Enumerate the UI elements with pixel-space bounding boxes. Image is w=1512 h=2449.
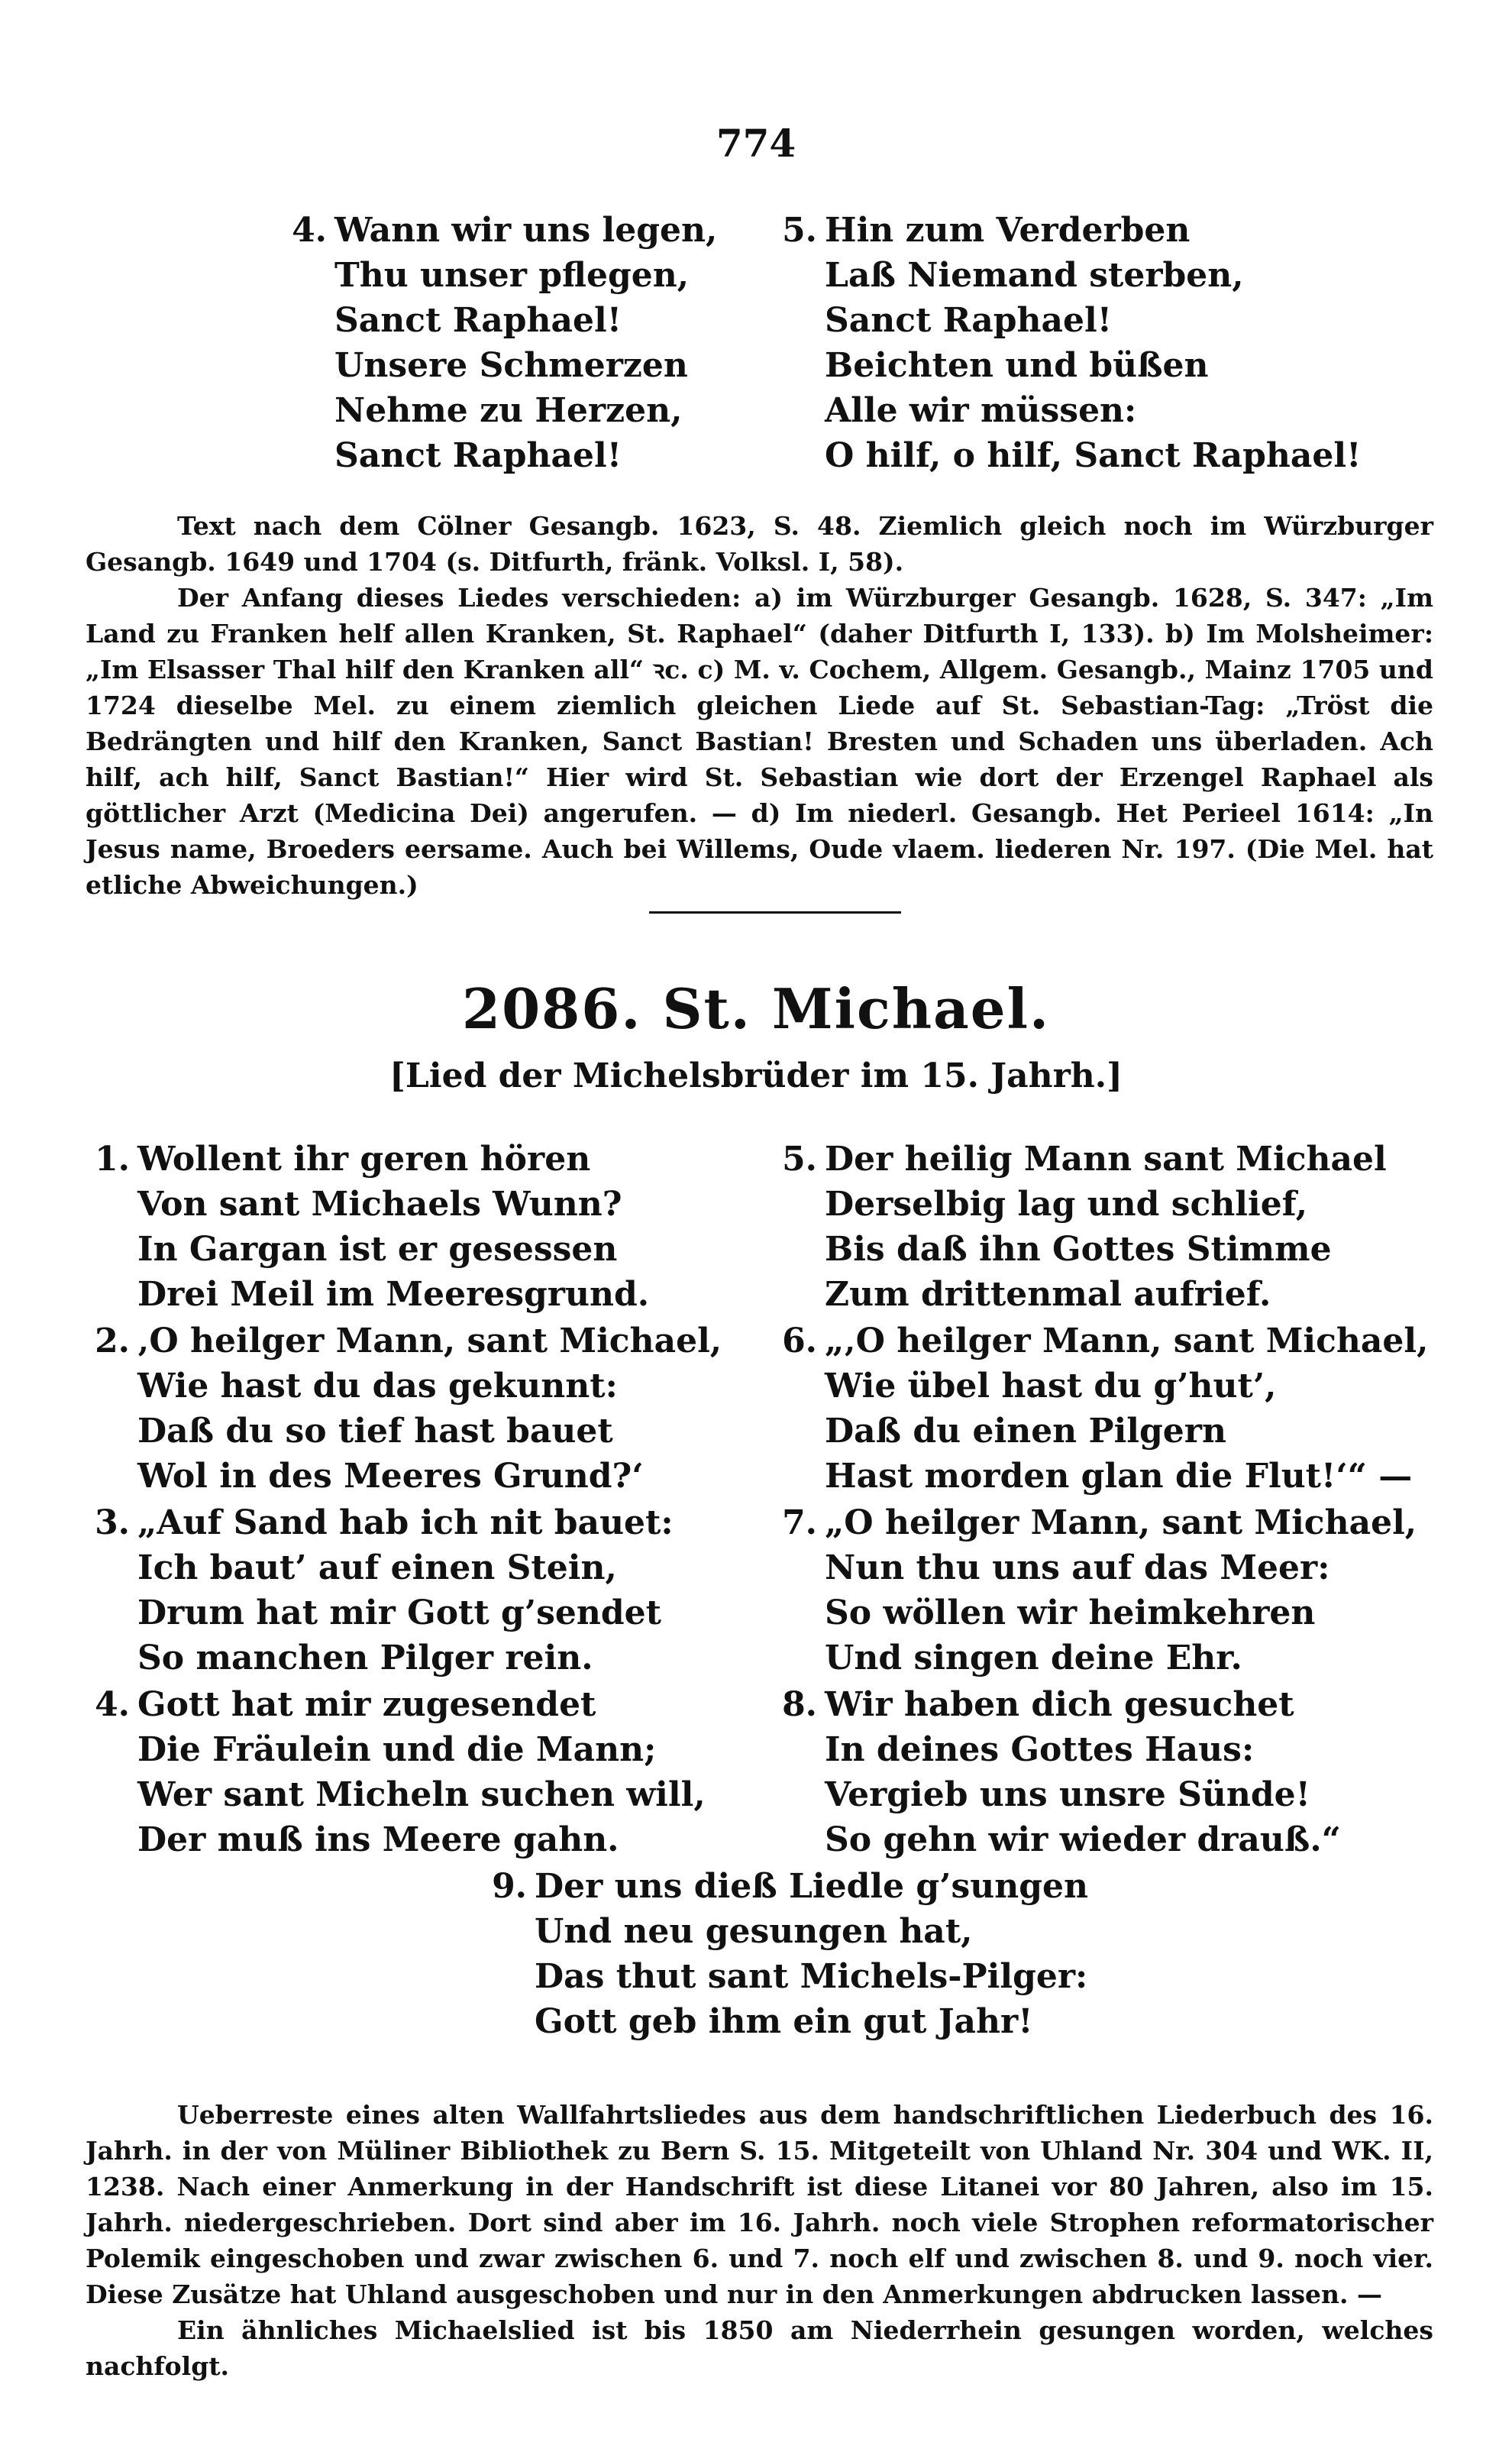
verse-line: „‚O heilger Mann, sant Michael, xyxy=(825,1322,1429,1360)
verse-line: Hast morden glan die Flut!‘“ — xyxy=(825,1457,1413,1496)
stanza-1 xyxy=(86,1137,649,1317)
stanza-number: 4. xyxy=(95,1685,130,1724)
stanza-5 xyxy=(773,1137,1387,1317)
page-number: 774 xyxy=(716,121,796,166)
verse-line: Wie hast du das gekunnt: xyxy=(137,1367,618,1406)
verse-line: Nun thu uns auf das Meer: xyxy=(825,1548,1330,1587)
verse-line: Und neu gesungen hat, xyxy=(535,1912,973,1951)
stanza-2 xyxy=(86,1318,722,1499)
stanza-number: 5. xyxy=(782,211,817,250)
verse-line: In deines Gottes Haus: xyxy=(825,1730,1255,1769)
verse-line: Der uns dieß Liedle g’sungen xyxy=(535,1867,1088,1906)
song-subtitle: [Lied der Michelsbrüder im 15. Jahrh.] xyxy=(389,1056,1123,1095)
commentary-paragraph: Ueberreste eines alten Wallfahrtsliedes aus dem handschriftlichen Liederbuch des 16. Jahrh. in der von Müliner Bibliothek zu Bern S. 15. Mitgeteilt von Uhland Nr. 304 und WK. II, 1238. Nach einer Anmerkung in der Handschrift ist diese Litanei vor 80 Jahren, also im 15. Jahrh. niedergeschrieben. Dort sind aber im 16. Jahrh. noch viele Strophen reformatorischer Polemik eingeschoben und zwar zwischen 6. und 7. noch elf und zwischen 8. und 9. noch vier. Diese Zusätze hat Uhland ausgeschoben und nur in den Anmerkungen abdrucken lassen. — xyxy=(86,2100,1433,2309)
verse-line: Die Fräulein und die Mann; xyxy=(137,1730,657,1769)
verse-line: Zum drittenmal aufrief. xyxy=(825,1275,1271,1314)
stanza-4 xyxy=(86,1682,706,1862)
commentary-paragraph: Der Anfang dieses Liedes verschieden: a) im Würzburger Gesangb. 1628, S. 347: „Im Land zu Franken helf allen Kranken, St. Raphael“ (daher Ditfurth I, 133). b) Im Molsheimer: „Im Elsasser Thal hilf den Kranken all“ ꝛc. c) M. v. Cochem, Allgem. Gesangb., Mainz 1705 und 1724 dieselbe Mel. zu einem ziemlich gleichen Liede auf St. Sebastian-Tag: „Tröst die Bedrängten und hilf den Kranken, Sanct Bastian! Bresten und Schaden uns überladen. Ach hilf, ach hilf, Sanct Bastian!“ Hier wird St. Sebastian wie dort der Erzengel Raphael als göttlicher Arzt (Medicina Dei) angerufen. — d) Im niederl. Gesangb. Het Perieel 1614: „In Jesus name, Broeders eersame. Auch bei Willems, Oude vlaem. liederen Nr. 197. (Die Mel. hat etliche Abweichungen.) xyxy=(86,583,1433,900)
verse-line: Drum hat mir Gott g’sendet xyxy=(137,1593,661,1632)
stanza-number: 9. xyxy=(492,1867,527,1906)
verse-line: Daß du einen Pilgern xyxy=(825,1412,1226,1451)
stanza-3 xyxy=(86,1500,674,1681)
verse-line: Thu unser pflegen, xyxy=(334,256,690,295)
stanza-number: 5. xyxy=(782,1140,817,1179)
verse-line: Bis daß ihn Gottes Stimme xyxy=(825,1230,1332,1269)
verse-line: So gehn wir wieder drauß.“ xyxy=(825,1820,1341,1859)
verse-line: Gott geb ihm ein gut Jahr! xyxy=(535,2002,1033,2041)
verse-line: Wollent ihr geren hören xyxy=(137,1140,591,1179)
verse-line: Alle wir müssen: xyxy=(825,391,1137,430)
verse-line: Beichten und büßen xyxy=(825,346,1209,385)
stanza-9 xyxy=(483,1864,1088,2044)
verse-line: So manchen Pilger rein. xyxy=(137,1639,593,1677)
verse-line: Und singen deine Ehr. xyxy=(825,1639,1242,1677)
verse-line: Derselbig lag und schlief, xyxy=(825,1185,1308,1224)
verse-line: Ich baut’ auf einen Stein, xyxy=(137,1548,617,1587)
verse-line: „Auf Sand hab ich nit bauet: xyxy=(137,1503,674,1542)
verse-line: Der heilig Mann sant Michael xyxy=(825,1140,1387,1179)
section-divider xyxy=(649,911,901,914)
commentary-bottom xyxy=(86,2097,1433,2384)
verse-line: Daß du so tief hast bauet xyxy=(137,1412,613,1451)
verse-line: So wöllen wir heimkehren xyxy=(825,1593,1316,1632)
verse-line: Das thut sant Michels-Pilger: xyxy=(535,1957,1088,1996)
stanza-number: 4. xyxy=(292,211,327,250)
verse-line: Unsere Schmerzen xyxy=(334,346,688,385)
verse-line: Der muß ins Meere gahn. xyxy=(137,1820,619,1859)
verse-line: In Gargan ist er gesessen xyxy=(137,1230,618,1269)
commentary-paragraph: Ein ähnliches Michaelslied ist bis 1850 am Niederrhein gesungen worden, welches nachfolgt. xyxy=(86,2315,1433,2381)
verse-line: Sanct Raphael! xyxy=(825,301,1113,340)
commentary-paragraph: Text nach dem Cölner Gesangb. 1623, S. 48. Ziemlich gleich noch im Würzburger Gesangb. 1649 und 1704 (s. Ditfurth, fränk. Volksl. I, 58). xyxy=(86,511,1433,577)
verse-line: O hilf, o hilf, Sanct Raphael! xyxy=(825,436,1362,475)
stanza-number: 6. xyxy=(782,1322,817,1360)
verse-line: Sanct Raphael! xyxy=(334,301,622,340)
verse-line: Drei Meil im Meeresgrund. xyxy=(137,1275,650,1314)
verse-line: 4. Wann wir uns legen, xyxy=(283,208,717,253)
stanza-6 xyxy=(773,1318,1428,1499)
verse-line: Von sant Michaels Wunn? xyxy=(137,1185,622,1224)
verse-line: Sanct Raphael! xyxy=(334,436,622,475)
verse-line: Wie übel hast du g’hut’, xyxy=(825,1367,1277,1406)
stanza-number: 8. xyxy=(782,1685,817,1724)
verse-line: Vergieb uns unsre Sünde! xyxy=(825,1775,1310,1814)
verse-line: Laß Niemand sterben, xyxy=(825,256,1244,295)
song-title: 2086. St. Michael. xyxy=(461,976,1051,1041)
stanza-number: 2. xyxy=(95,1322,130,1360)
top-stanza-4 xyxy=(283,208,717,478)
verse-line: 5. Hin zum Verderben xyxy=(773,208,1361,253)
verse-line: ‚O heilger Mann, sant Michael, xyxy=(137,1322,722,1360)
commentary-top xyxy=(86,508,1433,903)
stanza-number: 1. xyxy=(95,1140,130,1179)
stanza-7 xyxy=(773,1500,1417,1681)
verse-line: Gott hat mir zugesendet xyxy=(137,1685,596,1724)
verse-line: Wol in des Meeres Grund?‘ xyxy=(137,1457,644,1496)
verse-line: Wir haben dich gesuchet xyxy=(825,1685,1294,1724)
top-stanza-5 xyxy=(773,208,1361,478)
stanza-number: 7. xyxy=(782,1503,817,1542)
stanza-number: 3. xyxy=(95,1503,130,1542)
verse-line: Wer sant Micheln suchen will, xyxy=(137,1775,706,1814)
verse-line: Nehme zu Herzen, xyxy=(334,391,683,430)
stanza-8 xyxy=(773,1682,1341,1862)
verse-line: „O heilger Mann, sant Michael, xyxy=(825,1503,1417,1542)
